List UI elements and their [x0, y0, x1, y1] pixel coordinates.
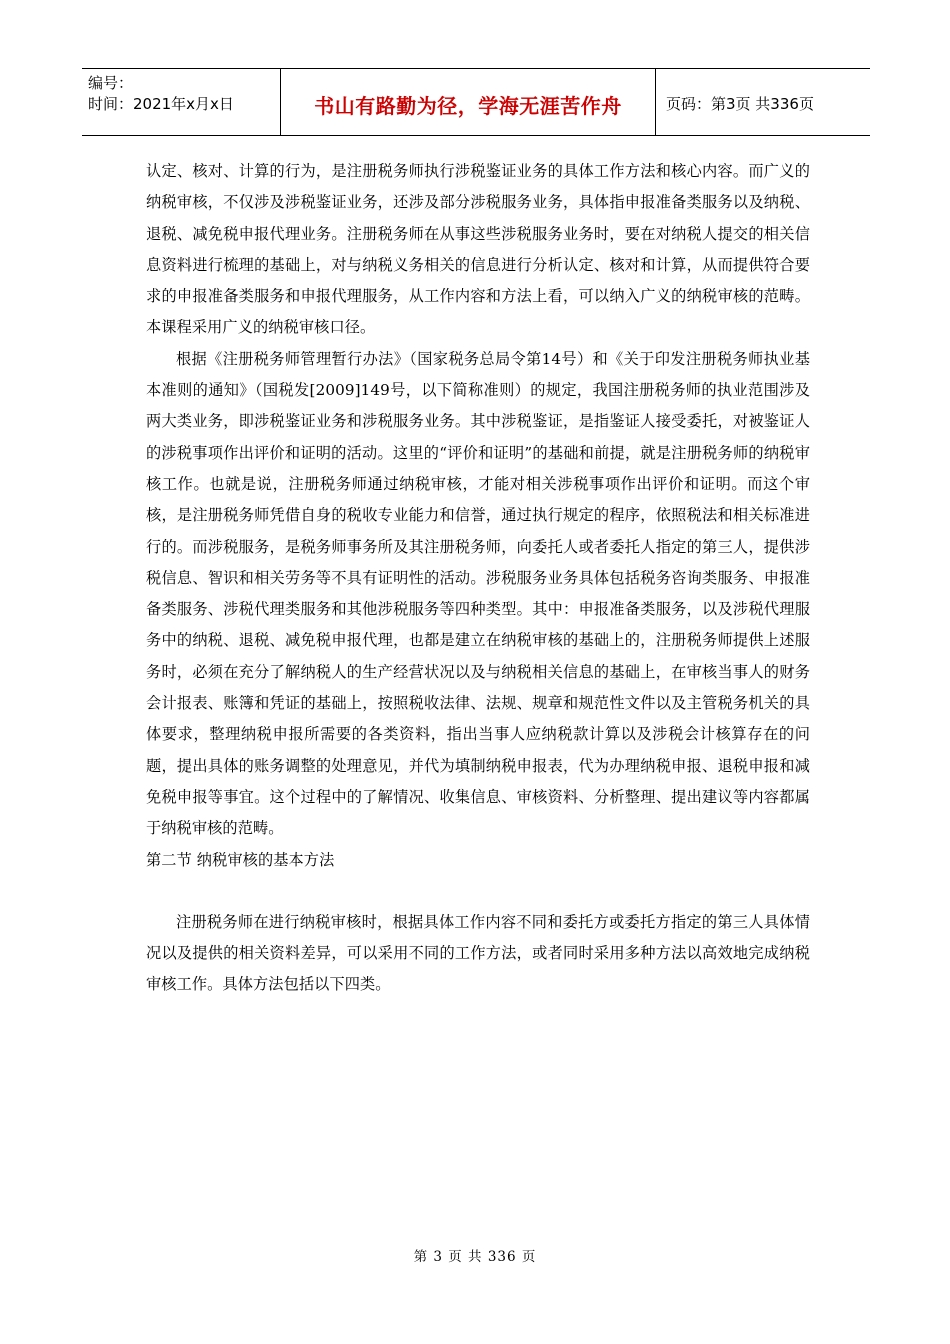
- page-footer: 第 3 页 共 336 页: [413, 1249, 537, 1265]
- body-paragraph-2: 根据《注册税务师管理暂行办法》（国家税务总局令第14号）和《关于印发注册税务师执业基本准则的通知》（国税发[2009]149号，以下简称准则）的规定，我国注册税务师的执业范围涉及两大类业务，即涉税鉴证业务和涉税服务业务。其中涉税鉴证，是指鉴证人接受委托，对被鉴证人的涉税事项作出评价和证明的活动。这里的“评价和证明”的基础和前提，就是注册税务师的纳税审核工作。也就是说，注册税务师通过纳税审核，才能对相关涉税事项作出评价和证明。而这个审核，是注册税务师凭借自身的税收专业能力和信誉，通过执行规定的程序，依照税法和相关标准进行的。而涉税服务，是税务师事务所及其注册税务师，向委托人或者委托人指定的第三人，提供涉税信息、智识和相关劳务等不具有证明性的活动。涉税服务业务具体包括税务咨询类服务、申报准备类服务、涉税代理类服务和其他涉税服务等四种类型。其中：申报准备类服务，以及涉税代理服务中的纳税、退税、减免税申报代理，也都是建立在纳税审核的基础上的，注册税务师提供上述服务时，必须在充分了解纳税人的生产经营状况以及与纳税相关信息的基础上，在审核当事人的财务会计报表、账簿和凭证的基础上，按照税收法律、法规、规章和规范性文件以及主管税务机关的具体要求，整理纳税申报所需要的各类资料，指出当事人应纳税款计算以及涉税会计核算存在的问题，提出具体的账务调整的处理意见，并代为填制纳税申报表，代为办理纳税申报、退税申报和减免税申报等事宜。这个过程中的了解情况、收集信息、审核资料、分析整理、提出建议等内容都属于纳税审核的范畴。: [146, 349, 810, 838]
- document-number-label: 编号：: [88, 74, 134, 92]
- document-time-label: 时间：2021年x月x日: [88, 95, 234, 113]
- page-header: [82, 68, 870, 136]
- body-paragraph-1: 认定、核对、计算的行为，是注册税务师执行涉税鉴证业务的具体工作方法和核心内容。而广义的纳税审核，不仅涉及涉税鉴证业务，还涉及部分涉税服务业务，具体指申报准备类服务以及纳税、退税、减免税申报代理业务。注册税务师在从事这些涉税服务业务时，要在对纳税人提交的相关信息资料进行梳理的基础上，对与纳税义务相关的信息进行分析认定、核对和计算，从而提供符合要求的申报准备类服务和申报代理服务，从工作内容和方法上看，可以纳入广义的纳税审核的范畴。本课程采用广义的纳税审核口径。: [146, 162, 810, 337]
- document-body: [146, 156, 810, 1001]
- section-heading: 第二节 纳税审核的基本方法: [146, 850, 335, 869]
- header-meta-cell: [82, 69, 281, 135]
- section-paragraph: 注册税务师在进行纳税审核时，根据具体工作内容不同和委托方或委托方指定的第三人具体情况以及提供的相关资料差异，可以采用不同的工作方法，或者同时采用多种方法以高效地完成纳税审核工作。具体方法包括以下四类。: [146, 912, 810, 994]
- header-motto: 书山有路勤为径，学海无涯苦作舟: [281, 69, 656, 135]
- header-page-number: 页码：第3页 共336页: [666, 94, 814, 113]
